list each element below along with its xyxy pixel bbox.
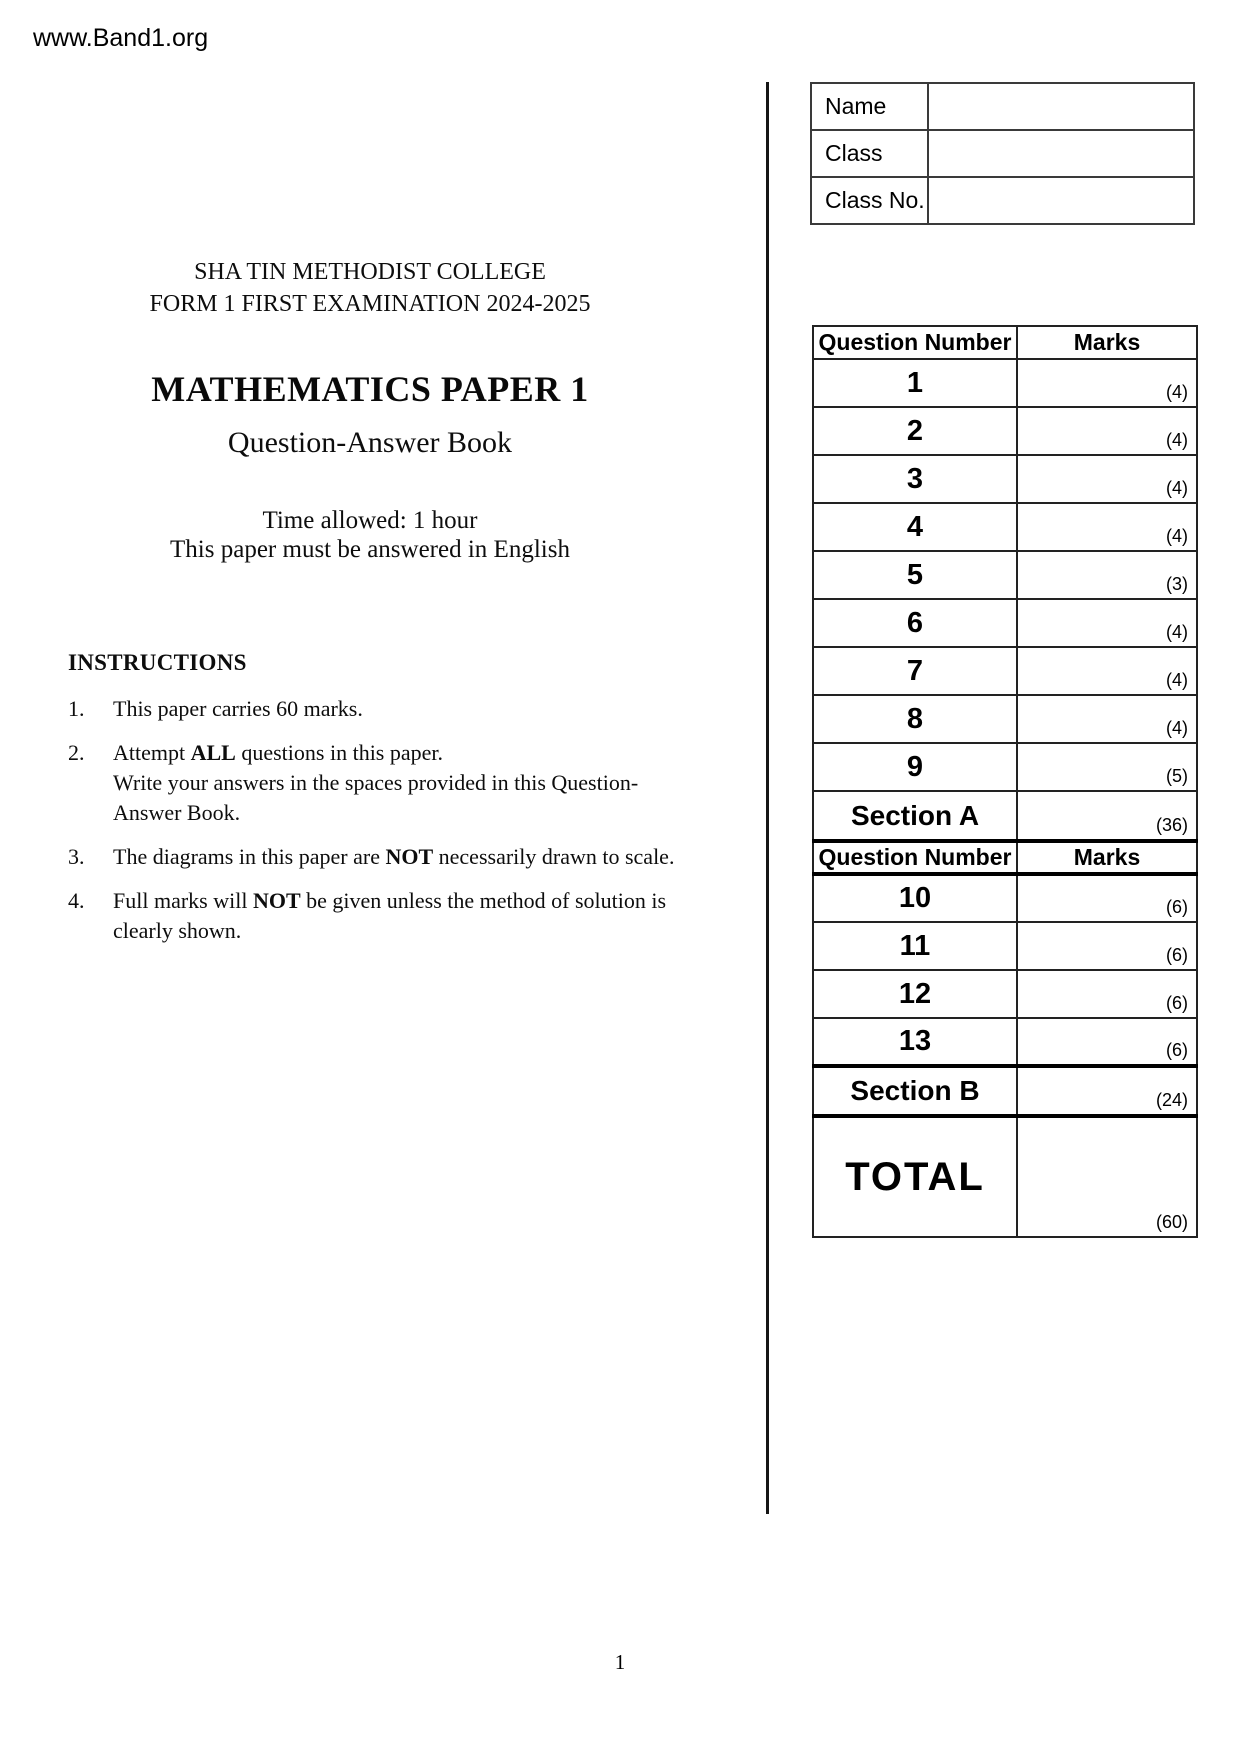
item-text: [113, 738, 638, 828]
max-marks-value: (4): [1166, 718, 1188, 738]
marks-cell: [1017, 407, 1197, 455]
item-line: Write your answers in the spaces provided in this Question-: [113, 770, 639, 795]
question-number: 1: [813, 359, 1017, 407]
marks-header: Marks: [1017, 841, 1197, 874]
max-marks-value: (24): [1155, 1090, 1188, 1110]
question-number: 7: [813, 647, 1017, 695]
instructions-list: [68, 694, 758, 946]
student-info-row: [811, 177, 1194, 224]
max-marks-value: (4): [1166, 430, 1188, 450]
item-line: clearly shown.: [113, 918, 242, 943]
question-number: 10: [813, 874, 1017, 922]
table-row: [813, 647, 1197, 695]
marks-header: Marks: [1017, 326, 1197, 359]
max-marks-value: (4): [1166, 622, 1188, 642]
item-number: 1.: [68, 696, 85, 721]
student-info-body: [811, 83, 1194, 224]
max-marks-value: (5): [1166, 766, 1188, 786]
question-number: 12: [813, 970, 1017, 1018]
paper-title: MATHEMATICS PAPER 1: [151, 369, 589, 409]
list-item: [68, 738, 758, 828]
item-number: 3.: [68, 844, 85, 869]
marks-cell: [1017, 743, 1197, 791]
marks-cell: [1017, 1066, 1197, 1116]
school-name: SHA TIN METHODIST COLLEGE: [194, 259, 546, 285]
question-number: 6: [813, 599, 1017, 647]
marks-cell: [1017, 922, 1197, 970]
marks-cell: [1017, 503, 1197, 551]
exam-header: [0, 256, 740, 320]
page-divider-line: [766, 82, 769, 1514]
marks-header-row: [813, 841, 1197, 874]
student-info-row: [811, 83, 1194, 130]
marks-cell: [1017, 551, 1197, 599]
page-number: 1: [614, 1650, 626, 1674]
table-row: [813, 1018, 1197, 1066]
list-item: [68, 694, 758, 724]
student-info-blank-field: [928, 130, 1194, 177]
section-label: Section B: [813, 1066, 1017, 1116]
table-row: [813, 455, 1197, 503]
instructions-section: [68, 650, 758, 960]
time-allowed: Time allowed: 1 hour: [262, 507, 478, 534]
table-row: [813, 922, 1197, 970]
question-number: 11: [813, 922, 1017, 970]
watermark-url: www.Band1.org: [33, 24, 209, 52]
question-number: 4: [813, 503, 1017, 551]
item-line: Attempt ALL questions in this paper.: [113, 740, 444, 765]
max-marks-value: (4): [1166, 478, 1188, 498]
marks-table-body: [813, 326, 1197, 1237]
table-row: [813, 599, 1197, 647]
item-line: Answer Book.: [113, 800, 241, 825]
table-row: [813, 743, 1197, 791]
marks-header-row: [813, 326, 1197, 359]
student-info-label: Class No.: [811, 177, 928, 224]
max-marks-value: (6): [1166, 945, 1188, 965]
item-text: [113, 886, 666, 946]
table-row: [813, 359, 1197, 407]
marks-cell: [1017, 647, 1197, 695]
question-number: 13: [813, 1018, 1017, 1066]
question-number: 3: [813, 455, 1017, 503]
table-row: [813, 695, 1197, 743]
question-number: 5: [813, 551, 1017, 599]
item-text: [113, 694, 363, 724]
language-note: This paper must be answered in English: [170, 536, 570, 563]
marks-table: [812, 325, 1198, 1238]
item-number: 4.: [68, 888, 85, 913]
max-marks-value: (3): [1166, 574, 1188, 594]
item-line: This paper carries 60 marks.: [113, 696, 363, 721]
table-row: [813, 1116, 1197, 1237]
student-info-row: [811, 130, 1194, 177]
marks-cell: [1017, 359, 1197, 407]
max-marks-value: (4): [1166, 382, 1188, 402]
item-number: 2.: [68, 740, 85, 765]
marks-cell: [1017, 599, 1197, 647]
marks-cell: [1017, 791, 1197, 841]
student-info-label: Class: [811, 130, 928, 177]
table-row: [813, 503, 1197, 551]
total-label: TOTAL: [813, 1116, 1017, 1237]
max-marks-value: (6): [1166, 1040, 1188, 1060]
instructions-heading: INSTRUCTIONS: [68, 650, 247, 675]
table-row: [813, 791, 1197, 841]
exam-title-line: FORM 1 FIRST EXAMINATION 2024-2025: [149, 291, 591, 317]
item-line: Full marks will NOT be given unless the method of solution is: [113, 888, 667, 913]
table-row: [813, 407, 1197, 455]
marks-cell: [1017, 695, 1197, 743]
marks-cell: [1017, 874, 1197, 922]
list-item: [68, 886, 758, 946]
question-number: 2: [813, 407, 1017, 455]
student-info-label: Name: [811, 83, 928, 130]
list-item: [68, 842, 758, 872]
max-marks-value: (4): [1166, 670, 1188, 690]
student-info-blank-field: [928, 177, 1194, 224]
section-label: Section A: [813, 791, 1017, 841]
max-marks-value: (36): [1155, 815, 1188, 835]
marks-cell: [1017, 1116, 1197, 1237]
question-number-header: Question Number: [813, 326, 1017, 359]
table-row: [813, 874, 1197, 922]
question-number: 8: [813, 695, 1017, 743]
max-marks-value: (6): [1166, 897, 1188, 917]
student-info-table: [810, 82, 1195, 225]
student-info-blank-field: [928, 83, 1194, 130]
marks-cell: [1017, 455, 1197, 503]
table-row: [813, 970, 1197, 1018]
table-row: [813, 1066, 1197, 1116]
max-marks-value: (6): [1166, 993, 1188, 1013]
marks-cell: [1017, 1018, 1197, 1066]
question-number-header: Question Number: [813, 841, 1017, 874]
question-number: 9: [813, 743, 1017, 791]
item-text: [113, 842, 674, 872]
item-line: The diagrams in this paper are NOT necessarily drawn to scale.: [113, 844, 675, 869]
marks-cell: [1017, 970, 1197, 1018]
max-marks-value: (4): [1166, 526, 1188, 546]
time-allowed-block: [0, 506, 740, 564]
table-row: [813, 551, 1197, 599]
max-marks-value: (60): [1155, 1212, 1188, 1232]
paper-subtitle: Question-Answer Book: [227, 426, 513, 459]
